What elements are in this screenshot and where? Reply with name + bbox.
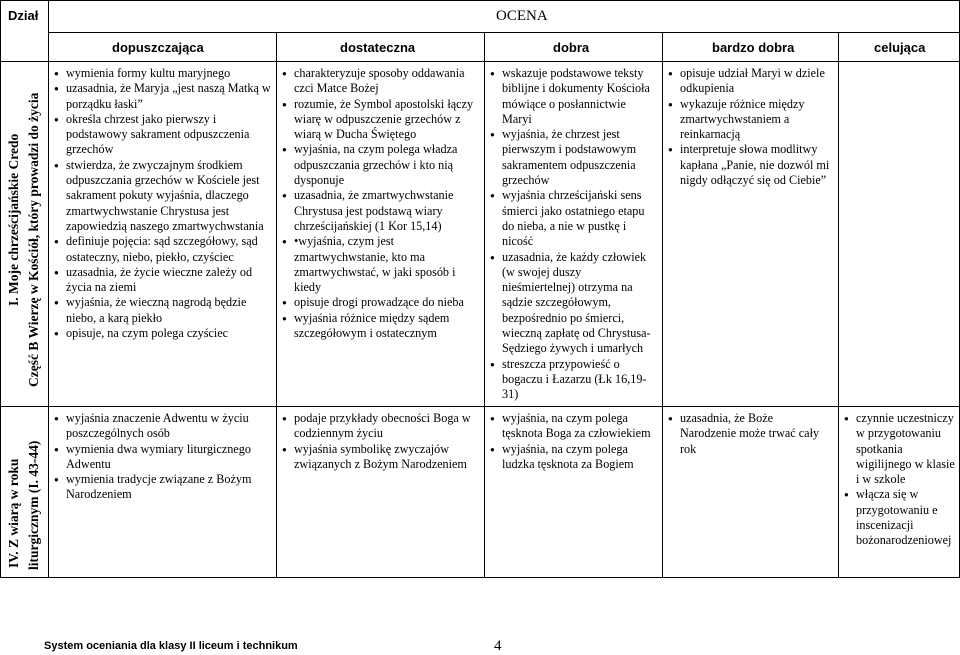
table-border-bottom [0, 577, 960, 578]
table-divider [484, 33, 485, 578]
header-grade-dostateczna: dostateczna [340, 40, 416, 55]
cell-r2-bardzo-dobra [668, 411, 832, 457]
list-item: ● wymienia dwa wymiary liturgicznego Adwentu [54, 442, 272, 473]
table-divider [838, 33, 839, 578]
table-divider [0, 61, 960, 62]
list-item: ● wyjaśnia symbolikę zwyczajów związanych z Bożym Narodzeniem [282, 442, 478, 473]
header-grade-dobra: dobra [553, 40, 590, 55]
cell-r1-bardzo-dobra [668, 66, 832, 188]
list-item: ● wyjaśnia znaczenie Adwentu w życiu poszczególnych osób [54, 411, 272, 442]
cell-r1-dostateczna [282, 66, 478, 341]
list-item: ● wyjaśnia, na czym polega ludzka tęsknota za Bogiem [490, 442, 656, 473]
list-item: ● wyjaśnia chrześcijański sens śmierci jako ostatniego etapu do nieba, a nie w pustkę i nicość [490, 188, 656, 249]
list-item: ● wyjaśnia, że chrzest jest pierwszym i podstawowym sakramentem odpuszczenia grzechów [490, 127, 656, 188]
list-item: ● podaje przykłady obecności Boga w codziennym życiu [282, 411, 478, 442]
list-item: ● charakteryzuje sposoby oddawania czci Matce Bożej [282, 66, 478, 97]
list-item: ● określa chrzest jako pierwszy i podstawowy sakrament odpuszczenia grzechów [54, 112, 272, 158]
header-grade-bardzo-dobra: bardzo dobra [712, 40, 795, 55]
list-item: ● czynnie uczestniczy w przygotowaniu spotkania wigilijnego w klasie i w szkole [844, 411, 956, 487]
list-item: ● wyjaśnia, że wieczną nagrodą będzie niebo, a karą piekło [54, 295, 272, 326]
table-divider [662, 33, 663, 578]
list-item: ● włącza się w przygotowaniu e inscenizacji bożonarodzeniowej [844, 487, 956, 548]
table-border-left [0, 0, 1, 578]
list-item: ● uzasadnia, że życie wieczne zależy od życia na ziemi [54, 265, 272, 296]
list-item: ● opisuje, na czym polega czyściec [54, 326, 272, 341]
table-border-top [0, 0, 960, 1]
section-title [6, 459, 22, 570]
list-item: ● opisuje drogi prowadzące do nieba [282, 295, 478, 310]
list-item: ● wyjaśnia, na czym polega władza odpuszczania grzechów i kto nią dysponuje [282, 142, 478, 188]
list-item: ● wyjaśnia różnice między sądem szczegółowym i ostatecznym [282, 311, 478, 342]
cell-r2-dobra [490, 411, 656, 472]
list-item: ● definiuje pojęcia: sąd szczegółowy, sąd ostateczny, niebo, piekło, czyściec [54, 234, 272, 265]
section-subtitle [26, 93, 42, 387]
cell-r2-dopuszczajaca [54, 411, 272, 503]
list-item: ● interpretuje słowa modlitwy kapłana „Panie, nie dozwól mi nigdy odłączyć się od Ciebie” [668, 142, 832, 188]
table-divider [276, 33, 277, 578]
cell-r1-dobra [490, 66, 656, 403]
section-subtitle-text: liturgicznym (I. 43-44) [26, 440, 41, 570]
list-item: ● wyjaśnia, na czym polega tęsknota Boga za człowiekiem [490, 411, 656, 442]
footer-title: System oceniania dla klasy II liceum i technikum [44, 640, 298, 652]
list-item: ● uzasadnia, że Boże Narodzenie może trwać cały rok [668, 411, 832, 457]
list-item: ● wymienia formy kultu maryjnego [54, 66, 272, 81]
cell-r1-dopuszczajaca [54, 66, 272, 341]
list-item: ● streszcza przypowieść o bogaczu i Łazarzu (Łk 16,19-31) [490, 357, 656, 403]
list-item: ● uzasadnia, że zmartwychwstanie Chrystusa jest podstawą wiary chrześcijańskiej (1 Kor 15,14) [282, 188, 478, 234]
list-item: ● uzasadnia, że Maryja „jest naszą Matką w porządku łaski” [54, 81, 272, 112]
list-item: ● opisuje udział Maryi w dziele odkupienia [668, 66, 832, 97]
section-title-text: IV. Z wiarą w roku [6, 458, 21, 568]
list-item: ● •wyjaśnia, czym jest zmartwychwstanie, kto ma zmartwychwstać, w jaki sposób i kiedy [282, 234, 478, 295]
section-subtitle-text: Część B Wierzę w Kościół, który prowadzi do życia [26, 92, 41, 387]
header-dzial: Dział [8, 8, 39, 23]
list-item: ● rozumie, że Symbol apostolski łączy wiarę w odpuszczenie grzechów z wiarą w Ducha Świętego [282, 97, 478, 143]
list-item: ● wymienia tradycje związane z Bożym Narodzeniem [54, 472, 272, 503]
table-divider [0, 406, 960, 407]
list-item: ● wskazuje podstawowe teksty biblijne i dokumenty Kościoła mówiące o posłannictwie Maryi [490, 66, 656, 127]
header-ocena: OCENA [496, 8, 548, 24]
cell-r2-celujaca [844, 411, 956, 549]
table-divider [48, 0, 49, 578]
page-number: 4 [494, 638, 502, 654]
header-grade-dopuszczajaca: dopuszczająca [112, 40, 204, 55]
section-subtitle [26, 441, 42, 570]
section-title-text: I. Moje chrześcijańskie Credo [6, 133, 21, 306]
section-title [6, 134, 22, 316]
table-divider [48, 32, 960, 33]
cell-r2-dostateczna [282, 411, 478, 472]
header-grade-celujaca: celująca [874, 40, 926, 55]
list-item: ● uzasadnia, że każdy człowiek (w swojej duszy nieśmiertelnej) otrzyma na sądzie szczegółowym, bezpośrednio po śmierci, wieczną zapłatę od Chrystusa-Sędziego żywych i umarłych [490, 250, 656, 357]
list-item: ● stwierdza, że zwyczajnym środkiem odpuszczania grzechów w Kościele jest sakrament pokuty wyjaśnia, dlaczego zmartwychwstanie Chrystusa jest zapowiedzią naszego zmartwychwstania [54, 158, 272, 234]
list-item: ● wykazuje różnice między zmartwychwstaniem a reinkarnacją [668, 97, 832, 143]
